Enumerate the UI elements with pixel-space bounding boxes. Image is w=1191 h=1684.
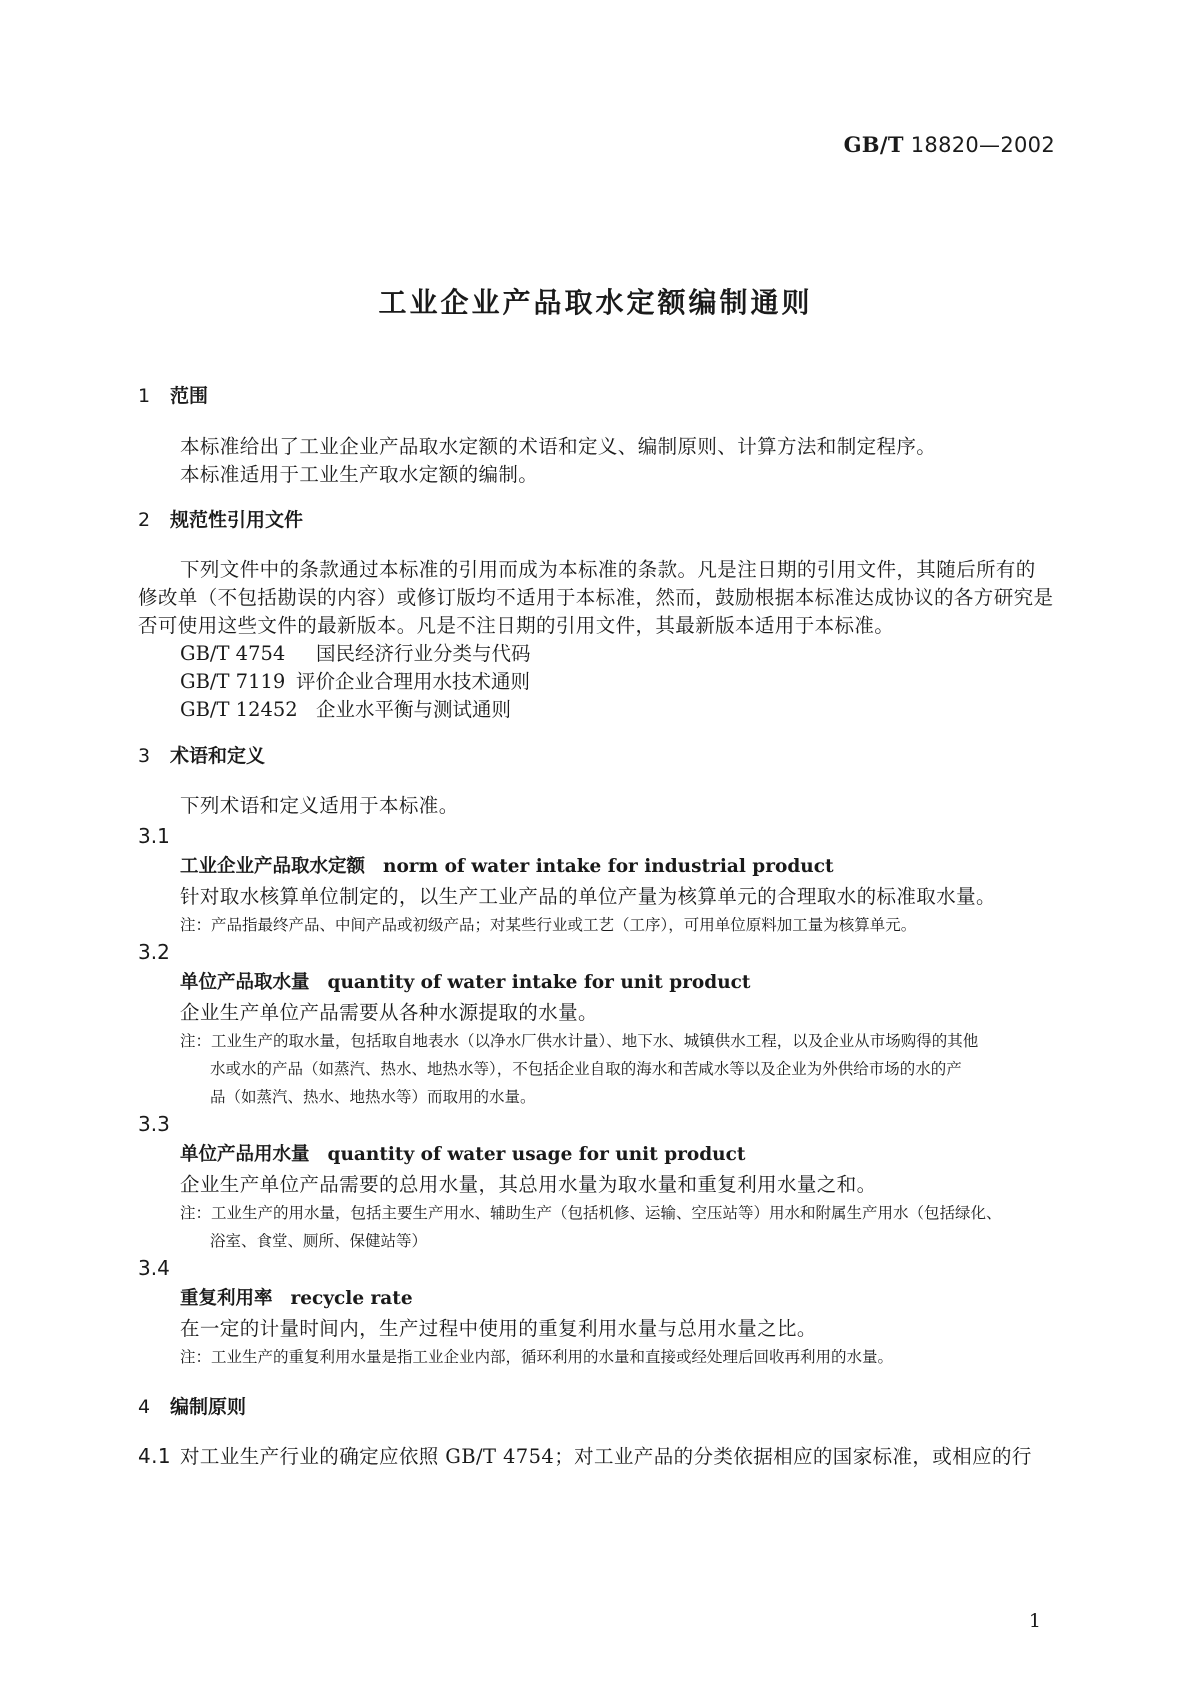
- reference-name: 评价企业合理用水技术通则: [296, 670, 531, 693]
- term-heading: [180, 852, 834, 878]
- document-title: 工业企业产品取水定额编制通则: [378, 286, 813, 319]
- term-definition: 针对取水核算单位制定的，以生产工业产品的单位产量为核算单元的合理取水的标准取水量。: [180, 885, 996, 908]
- paragraph: 下列术语和定义适用于本标准。: [180, 794, 459, 817]
- section-heading-2: [138, 505, 303, 532]
- note: 水或水的产品（如蒸汽、热水、地热水等），不包括企业自取的海水和苦咸水等以及企业为外供给市场的水的产: [210, 1060, 962, 1078]
- standard-code-header: [844, 132, 1055, 157]
- note: 注：产品指最终产品、中间产品或初级产品；对某些行业或工艺（工序），可用单位原料加工量为核算单元。: [180, 916, 917, 934]
- standard-number: 18820—2002: [903, 133, 1055, 157]
- note: 注：工业生产的用水量，包括主要生产用水、辅助生产（包括机修、运输、空压站等）用水和附属生产用水（包括绿化、: [180, 1204, 1002, 1222]
- term-definition: 企业生产单位产品需要从各种水源提取的水量。: [180, 1001, 598, 1024]
- section-number: 1: [138, 385, 151, 407]
- section-title: 范围: [170, 385, 209, 407]
- term-en: norm of water intake for industrial product: [383, 856, 834, 877]
- note: 浴室、食堂、厕所、保健站等）: [210, 1232, 428, 1250]
- section-title: 术语和定义: [170, 745, 266, 767]
- page-number: 1: [1028, 1610, 1041, 1632]
- section-number: 4: [138, 1396, 151, 1418]
- paragraph: 本标准适用于工业生产取水定额的编制。: [180, 463, 539, 486]
- clause-number: 3.4: [138, 1256, 170, 1280]
- clause-number: 3.1: [138, 824, 170, 848]
- term-en: recycle rate: [290, 1288, 413, 1309]
- reference-item: [180, 666, 530, 694]
- section-title: 编制原则: [170, 1396, 247, 1418]
- note: 注：工业生产的重复利用水量是指工业企业内部，循环利用的水量和直接或经处理后回收再利用的水量。: [180, 1348, 894, 1366]
- reference-code: GB/T 12452: [180, 698, 298, 721]
- term-heading: [180, 968, 750, 994]
- paragraph: 下列文件中的条款通过本标准的引用而成为本标准的条款。凡是注日期的引用文件，其随后所有的: [180, 558, 1036, 581]
- term-zh: 单位产品用水量: [180, 1144, 310, 1165]
- note: 注：工业生产的取水量，包括取自地表水（以净水厂供水计量）、地下水、城镇供水工程，以及企业从市场购得的其他: [180, 1032, 979, 1050]
- reference-name: 企业水平衡与测试通则: [316, 698, 512, 721]
- term-heading: [180, 1284, 413, 1310]
- clause-4-1: [138, 1441, 1032, 1469]
- reference-name: 国民经济行业分类与代码: [316, 642, 531, 665]
- section-heading-1: [138, 381, 208, 408]
- reference-item: [180, 638, 531, 666]
- paragraph: 本标准给出了工业企业产品取水定额的术语和定义、编制原则、计算方法和制定程序。: [180, 435, 937, 458]
- section-heading-3: [138, 741, 265, 768]
- term-en: quantity of water intake for unit product: [327, 972, 751, 993]
- term-definition: 在一定的计量时间内，生产过程中使用的重复利用水量与总用水量之比。: [180, 1317, 817, 1340]
- section-title: 规范性引用文件: [170, 509, 304, 531]
- paragraph: 修改单（不包括勘误的内容）或修订版均不适用于本标准，然而，鼓励根据本标准达成协议的各方研究是: [138, 586, 1054, 609]
- reference-item: [180, 694, 511, 722]
- clause-number: 3.3: [138, 1112, 170, 1136]
- standard-prefix: GB/T: [843, 132, 904, 157]
- term-zh: 重复利用率: [180, 1288, 273, 1309]
- clause-number: 3.2: [138, 940, 170, 964]
- clause-text: 对工业生产行业的确定应依照 GB/T 4754；对工业产品的分类依据相应的国家标准，或相应的行: [180, 1445, 1032, 1468]
- section-number: 3: [138, 745, 151, 767]
- term-zh: 工业企业产品取水定额: [180, 856, 366, 877]
- note: 品（如蒸汽、热水、地热水等）而取用的水量。: [210, 1088, 536, 1106]
- clause-number: 4.1: [138, 1444, 172, 1468]
- term-definition: 企业生产单位产品需要的总用水量，其总用水量为取水量和重复利用水量之和。: [180, 1173, 877, 1196]
- reference-code: GB/T 4754: [180, 642, 286, 665]
- section-heading-4: [138, 1392, 246, 1419]
- term-zh: 单位产品取水量: [180, 972, 310, 993]
- section-number: 2: [138, 509, 151, 531]
- paragraph: 否可使用这些文件的最新版本。凡是不注日期的引用文件，其最新版本适用于本标准。: [138, 614, 895, 637]
- term-heading: [180, 1140, 745, 1166]
- term-en: quantity of water usage for unit product: [327, 1144, 746, 1165]
- reference-code: GB/T 7119: [180, 670, 286, 693]
